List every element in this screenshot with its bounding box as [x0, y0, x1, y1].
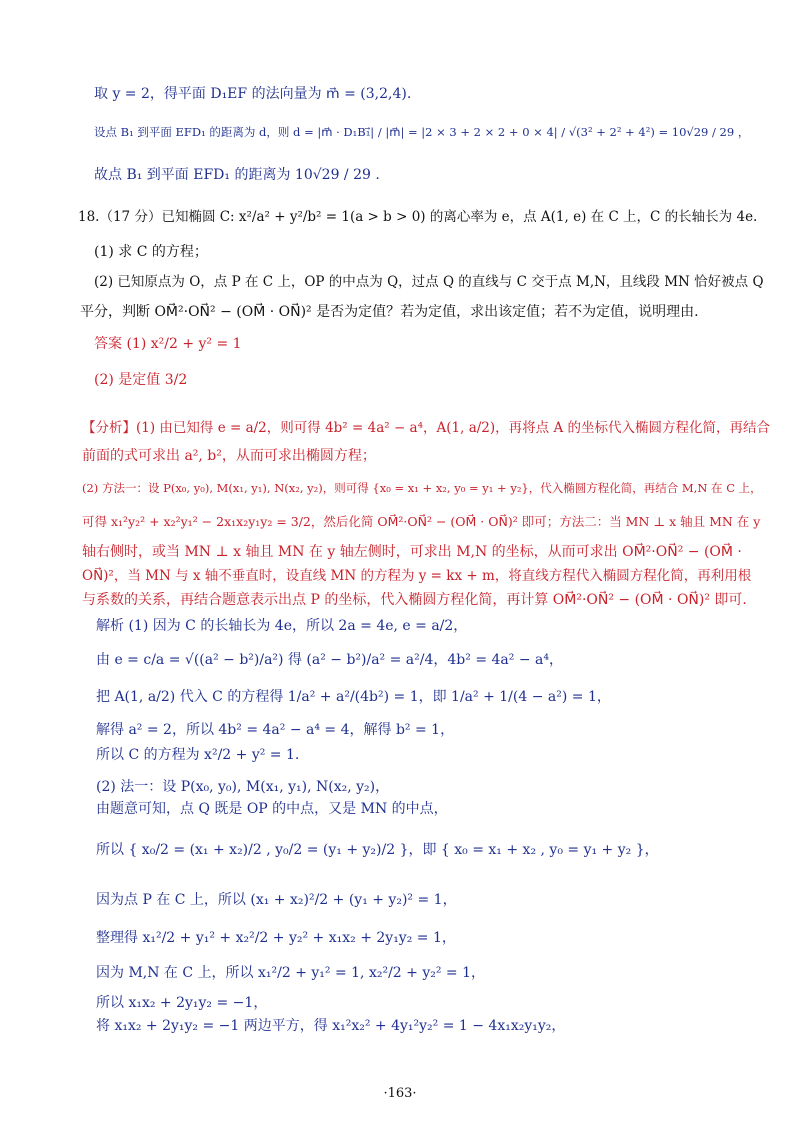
- answer-line-2: (2) 是定值 3/2: [94, 372, 188, 388]
- solution-line-12: 所以 x₁x₂ + 2y₁y₂ = −1，: [96, 995, 268, 1011]
- solution-line-13: 将 x₁x₂ + 2y₁y₂ = −1 两边平方，得 x₁²x₂² + 4y₁²y₂² = 1 − 4x₁x₂y₁y₂，: [96, 1018, 566, 1034]
- solution-line-2: 由 e = c/a = √((a² − b²)/a²) 得 (a² − b²)/a² = a²/4，4b² = 4a² − a⁴，: [96, 652, 563, 668]
- solution-line-6: (2) 法一：设 P(x₀, y₀), M(x₁, y₁), N(x₂, y₂)，: [96, 779, 390, 795]
- analysis-line-1: 【分析】(1) 由已知得 e = a/2，则可得 4b² = 4a² − a⁴，A(1, a/2)，再将点 A 的坐标代入椭圆方程化简，再结合: [82, 420, 770, 436]
- solution-line-4: 解得 a² = 2，所以 4b² = 4a² − a⁴ = 4，解得 b² = 1，: [96, 722, 455, 738]
- solution-line-11: 因为 M,N 在 C 上，所以 x₁²/2 + y₁² = 1, x₂²/2 + y₂² = 1，: [96, 965, 485, 981]
- analysis-line-5: 轴右侧时，或当 MN ⊥ x 轴且 MN 在 y 轴左侧时，可求出 M,N 的坐标，从而可求出 OM⃗²·ON⃗² − (OM⃗ ·: [82, 544, 742, 560]
- analysis-line-2: 前面的式可求出 a², b²，从而可求出椭圆方程；: [82, 448, 376, 464]
- problem-part-1: (1) 求 C 的方程；: [94, 244, 208, 260]
- analysis-line-3: (2) 方法一：设 P(x₀, y₀), M(x₁, y₁), N(x₂, y₂)，则可得 {x₀ = x₁ + x₂, y₀ = y₁ + y₂}，代入椭圆方程化简，再结合 M,N 在 C 上，: [82, 481, 762, 495]
- solution-line-3: 把 A(1, a/2) 代入 C 的方程得 1/a² + a²/(4b²) = 1，即 1/a² + 1/(4 − a²) = 1，: [96, 689, 611, 705]
- problem-part-2-line-1: (2) 已知原点为 O，点 P 在 C 上，OP 的中点为 Q，过点 Q 的直线与 C 交于点 M,N，且线段 MN 恰好被点 Q: [94, 274, 764, 290]
- solution-line-10: 整理得 x₁²/2 + y₁² + x₂²/2 + y₂² + x₁x₂ + 2y₁y₂ = 1，: [96, 930, 456, 946]
- prev-line-1: 取 y = 2，得平面 D₁EF 的法向量为 m⃗ = (3,2,4).: [94, 86, 412, 102]
- solution-line-7: 由题意可知，点 Q 既是 OP 的中点，又是 MN 的中点，: [96, 801, 448, 817]
- analysis-line-7: 与系数的关系，再结合题意表示出点 P 的坐标，代入椭圆方程化简，再计算 OM⃗²·ON⃗² − (OM⃗ · ON⃗)² 即可.: [82, 592, 747, 608]
- solution-line-5: 所以 C 的方程为 x²/2 + y² = 1.: [96, 747, 300, 763]
- analysis-line-6: ON⃗)²，当 MN 与 x 轴不垂直时，设直线 MN 的方程为 y = kx + m，将直线方程代入椭圆方程化简，再利用根: [82, 568, 752, 584]
- analysis-line-4: 可得 x₁²y₂² + x₂²y₁² − 2x₁x₂y₁y₂ = 3/2，然后化简 OM⃗²·ON⃗² − (OM⃗ · ON⃗)² 即可；方法二：当 MN ⊥ x 轴且 MN 在 y: [82, 514, 761, 529]
- solution-line-8: 所以 { x₀/2 = (x₁ + x₂)/2 , y₀/2 = (y₁ + y₂)/2 }，即 { x₀ = x₁ + x₂ , y₀ = y₁ + y₂ }，: [96, 842, 659, 858]
- problem-part-2-line-2: 平分，判断 OM⃗²·ON⃗² − (OM⃗ · ON⃗)² 是否为定值？若为定值，求出该定值；若不为定值，说明理由.: [80, 304, 699, 320]
- problem-header: 18.（17 分）已知椭圆 C: x²/a² + y²/b² = 1(a > b > 0) 的离心率为 e，点 A(1, e) 在 C 上，C 的长轴长为 4e.: [78, 209, 758, 225]
- prev-line-3: 故点 B₁ 到平面 EFD₁ 的距离为 10√29 / 29 .: [94, 167, 380, 183]
- solution-line-9: 因为点 P 在 C 上，所以 (x₁ + x₂)²/2 + (y₁ + y₂)² = 1，: [96, 892, 457, 908]
- prev-line-2: 设点 B₁ 到平面 EFD₁ 的距离为 d，则 d = |m⃗ · D₁B₁⃗| / |m⃗| = |2 × 3 + 2 × 2 + 0 × 4| / √(3² + 2² + 4²) = 10√29 / 29 ，: [94, 125, 750, 139]
- answer-line-1: 答案 (1) x²/2 + y² = 1: [94, 336, 242, 352]
- solution-line-1: 解析 (1) 因为 C 的长轴长为 4e，所以 2a = 4e, e = a/2，: [96, 618, 468, 634]
- page-number: ·163·: [383, 1086, 417, 1101]
